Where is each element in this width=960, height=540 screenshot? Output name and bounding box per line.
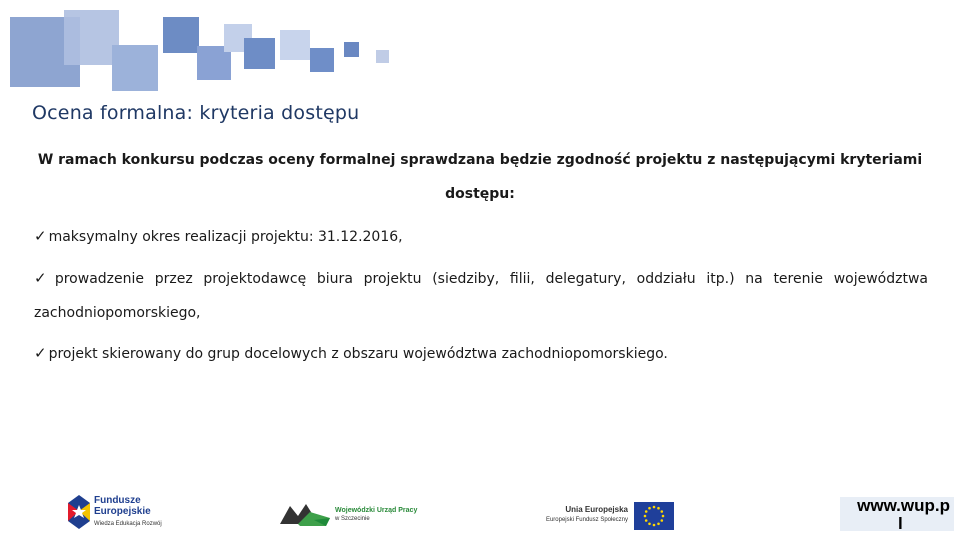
decor-square bbox=[344, 42, 359, 57]
website-url[interactable] bbox=[840, 497, 954, 531]
decor-square bbox=[64, 10, 119, 65]
checkmark-icon: ✓ bbox=[34, 227, 47, 245]
logo-fundusze-europejskie bbox=[64, 492, 176, 532]
fe-logo-text-3: Wiedza Edukacja Rozwój bbox=[94, 521, 162, 527]
ue-logo-text-1: Unia Europejska bbox=[565, 505, 628, 514]
wup-logo-text-1: Wojewódzki Urząd Pracy bbox=[335, 507, 418, 514]
decor-square bbox=[280, 30, 310, 60]
slide-title: Ocena formalna: kryteria dostępu bbox=[32, 102, 360, 124]
checkmark-icon: ✓ bbox=[34, 269, 53, 287]
intro-text-line1: W ramach konkursu podczas oceny formalnej sprawdzana będzie zgodność projektu z następującymi kryteriami bbox=[37, 152, 923, 168]
decor-square bbox=[244, 38, 275, 69]
logo-unia-europejska bbox=[538, 502, 678, 532]
fe-logo-text-1: Fundusze bbox=[94, 495, 141, 506]
decor-square bbox=[376, 50, 389, 63]
website-url-line1: www.wup.p bbox=[857, 496, 950, 515]
criterion-text: prowadzenie przez projektodawcę biura projektu (siedziby, filii, delegatury, oddziału itp.) na terenie województwa bbox=[54, 271, 928, 287]
criterion-text: projekt skierowany do grup docelowych z obszaru województwa zachodniopomorskiego. bbox=[48, 346, 668, 362]
eu-flag-icon bbox=[634, 502, 674, 530]
fe-star-icon bbox=[66, 493, 92, 531]
wup-mountain-icon bbox=[280, 500, 330, 528]
decor-square bbox=[163, 17, 199, 53]
checkmark-icon: ✓ bbox=[34, 344, 47, 362]
criterion-item bbox=[34, 336, 928, 371]
intro-text-line2: dostępu: bbox=[445, 186, 515, 202]
criterion-item bbox=[34, 219, 928, 254]
wup-logo-text-2: w Szczecinie bbox=[335, 516, 370, 522]
criterion-item bbox=[34, 261, 928, 330]
criterion-text: maksymalny okres realizacji projektu: 31.12.2016, bbox=[48, 229, 403, 245]
website-url-line2: l bbox=[898, 514, 903, 533]
fe-logo-text-2: Europejskie bbox=[94, 506, 151, 517]
decor-square bbox=[112, 45, 158, 91]
criterion-text-continued: zachodniopomorskiego, bbox=[34, 305, 201, 321]
logo-wup bbox=[280, 500, 430, 530]
decor-square bbox=[310, 48, 334, 72]
ue-logo-text-2: Europejski Fundusz Społeczny bbox=[545, 517, 628, 523]
